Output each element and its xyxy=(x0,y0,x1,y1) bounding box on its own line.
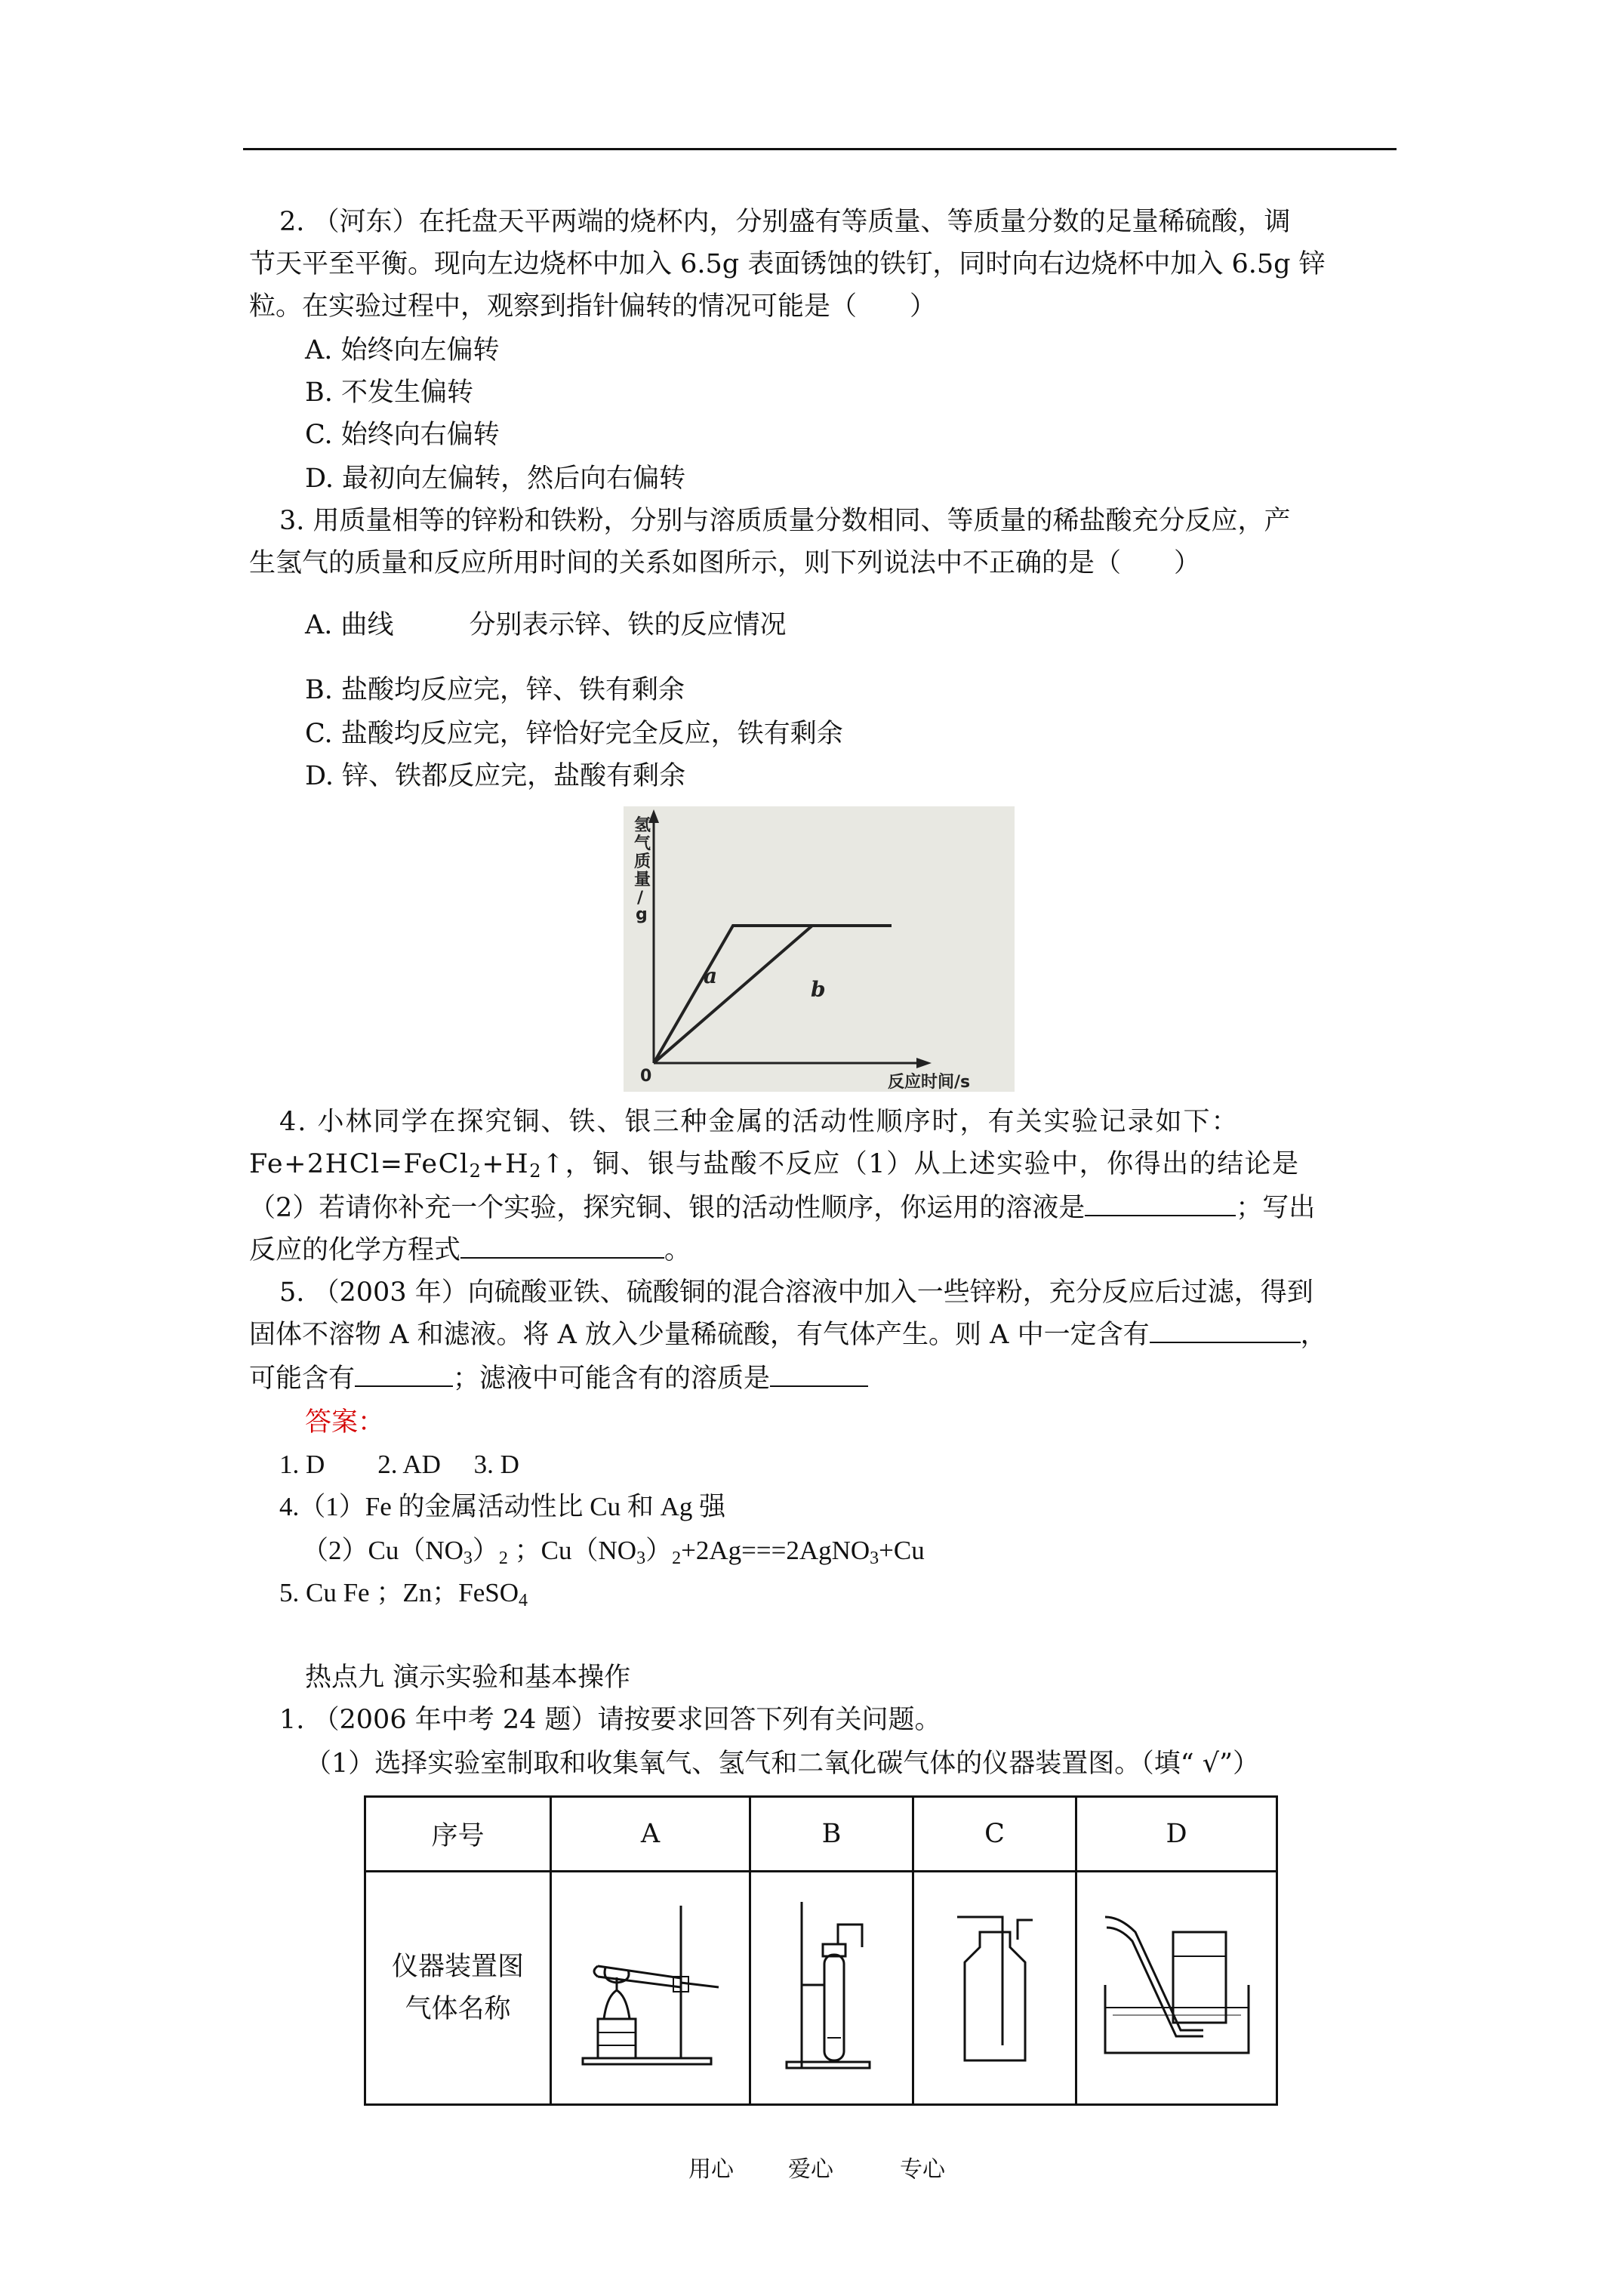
q4-line-3-tail: ；写出 xyxy=(1236,1193,1316,1223)
answers-line-3 xyxy=(302,1534,925,1575)
q3-option-a-prefix: A. 曲线 xyxy=(305,610,394,640)
row-label-apparatus: 仪器装置图 xyxy=(391,1952,524,1982)
q4-equation-part-1: Fe+2HCl=FeCl xyxy=(249,1149,470,1179)
footer-item-1: 用心 xyxy=(688,2156,734,2183)
q4-line-4-tail: 。 xyxy=(664,1235,691,1265)
header-serial: 序号 xyxy=(365,1797,551,1872)
q4-blank-equation[interactable] xyxy=(460,1234,664,1259)
q2-option-c: C. 始终向右偏转 xyxy=(305,420,500,450)
q5-blank-may-contain[interactable] xyxy=(355,1363,453,1387)
q2-option-b: B. 不发生偏转 xyxy=(305,378,473,408)
q2-line-2: 节天平至平衡。现向左边烧杯中加入 6.5g 表面锈蚀的铁钉，同时向右边烧杯中加入 6.5g 锌 xyxy=(249,249,1326,279)
ans3-part-f: +Cu xyxy=(879,1536,925,1565)
gas-bottle-icon xyxy=(942,1902,1048,2068)
test-tube-stand-icon xyxy=(771,1894,892,2076)
series-layer xyxy=(654,926,892,1063)
q4-line-4 xyxy=(249,1234,691,1267)
reaction-graph-figure xyxy=(624,806,1015,1092)
ans4-sub: 4 xyxy=(518,1591,528,1610)
q5-line-3-mid: ；滤液中可能含有的溶质是 xyxy=(453,1364,771,1394)
cell-a[interactable] xyxy=(551,1872,750,2105)
ans3-part-c: ；Cu（NO xyxy=(514,1536,637,1565)
q3-option-c: C. 盐酸均反应完，锌恰好完全反应，铁有剩余 xyxy=(305,719,843,749)
q5-line-1: 5. （2003 年）向硫酸亚铁、硫酸铜的混合溶液中加入一些锌粉，充分反应后过滤，得到 xyxy=(279,1277,1313,1308)
q2-option-d: D. 最初向左偏转，然后向右偏转 xyxy=(305,464,686,494)
q5-line-2-tail: ， xyxy=(1300,1320,1327,1350)
q3-option-a-suffix: 分别表示锌、铁的反应情况 xyxy=(469,610,787,640)
q3-line-1: 3. 用质量相等的锌粉和铁粉，分别与溶质质量分数相同、等质量的稀盐酸充分反应，产 xyxy=(279,506,1291,536)
q2-line-1: 2. （河东）在托盘天平两端的烧杯内，分别盛有等质量、等质量分数的足量稀硫酸，调 xyxy=(279,207,1291,237)
answers-line-2: 4.（1）Fe 的金属活动性比 Cu 和 Ag 强 xyxy=(279,1492,726,1521)
ans3-part-b: ） xyxy=(472,1536,499,1565)
q4-line-3 xyxy=(249,1191,1315,1225)
y-label-char-1: 氢 xyxy=(634,816,651,835)
q4-equation-sub-1: 2 xyxy=(469,1160,482,1182)
ans3-sub-2: 2 xyxy=(498,1549,508,1568)
series-line-b xyxy=(654,926,892,1063)
q5-line-2-text: 固体不溶物 A 和滤液。将 A 放入少量稀硫酸，有气体产生。则 A 中一定含有 xyxy=(249,1320,1150,1350)
ans3-sub-5: 3 xyxy=(870,1549,879,1568)
ans4-part-a: 5. Cu Fe ；Zn；FeSO xyxy=(279,1578,519,1607)
y-label-char-2: 气 xyxy=(634,834,651,853)
y-label-char-6: g xyxy=(636,905,648,924)
row-label-cell xyxy=(365,1872,551,2105)
q3-option-d: D. 锌、铁都反应完，盐酸有剩余 xyxy=(305,761,686,791)
header-a: A xyxy=(551,1797,750,1872)
footer-item-2: 爱心 xyxy=(788,2156,833,2183)
header-b: B xyxy=(750,1797,913,1872)
answers-title: 答案： xyxy=(305,1407,385,1438)
row-label-gas: 气体名称 xyxy=(405,1994,511,2024)
q4-blank-solution[interactable] xyxy=(1085,1192,1236,1216)
q3-option-a xyxy=(305,609,787,642)
q3-option-b: B. 盐酸均反应完，锌、铁有剩余 xyxy=(305,675,685,705)
ans3-sub-1: 3 xyxy=(463,1549,473,1568)
table-apparatus-row xyxy=(365,1872,1277,2105)
q5-line-2 xyxy=(249,1318,1327,1351)
q4-equation-part-3: ↑，铜、银与盐酸不反应（1）从上述实验中，你得出的结论是 xyxy=(541,1149,1300,1179)
q4-line-1: 4. 小林同学在探究铜、铁、银三种金属的活动性顺序时，有关实验记录如下： xyxy=(279,1107,1240,1137)
footer-item-3: 专心 xyxy=(900,2156,945,2183)
heating-apparatus-icon xyxy=(568,1898,734,2072)
answers-line-1: 1. D 2. AD 3. D xyxy=(279,1450,519,1479)
apparatus-table xyxy=(364,1795,1278,2106)
cell-c[interactable] xyxy=(913,1872,1076,2105)
q4-equation-sub-2: 2 xyxy=(529,1160,542,1182)
ans3-sub-4: 2 xyxy=(672,1549,682,1568)
y-label-char-3: 质 xyxy=(634,852,651,871)
answers-line-4 xyxy=(279,1576,528,1617)
hot9-question-1: 1. （2006 年中考 24 题）请按要求回答下列有关问题。 xyxy=(279,1705,941,1735)
series-line-a xyxy=(654,926,892,1063)
q2-line-3: 粒。在实验过程中，观察到指针偏转的情况可能是（ ） xyxy=(249,291,937,322)
curve-b-label: b xyxy=(811,977,826,1002)
q2-option-a: A. 始终向左偏转 xyxy=(305,335,500,365)
table-header-row xyxy=(365,1797,1277,1872)
hot9-question-1-sub: （1）选择实验室制取和收集氧气、氢气和二氧化碳气体的仪器装置图。（填“ √”） xyxy=(305,1749,1259,1779)
curve-a-label: a xyxy=(704,963,718,988)
origin-label: 0 xyxy=(640,1067,652,1086)
ans3-part-d: ） xyxy=(645,1536,673,1565)
ans3-part-a: （2）Cu（NO xyxy=(302,1536,463,1565)
reaction-graph xyxy=(624,806,1015,1092)
q4-line-2 xyxy=(249,1148,1300,1188)
ans3-sub-3: 3 xyxy=(636,1549,646,1568)
q4-equation-part-2: +H xyxy=(482,1149,530,1179)
q5-line-3 xyxy=(249,1362,868,1395)
q5-line-3-text: 可能含有 xyxy=(249,1364,356,1394)
header-c: C xyxy=(913,1797,1076,1872)
y-label-char-5: / xyxy=(637,889,644,908)
header-rule xyxy=(243,148,1397,150)
x-axis-arrow xyxy=(916,1058,932,1068)
q3-line-2: 生氢气的质量和反应所用时间的关系如图所示，则下列说法中不正确的是（ ） xyxy=(249,548,1201,578)
q5-blank-contains[interactable] xyxy=(1150,1319,1301,1343)
x-axis-label: 反应时间/s xyxy=(888,1073,971,1092)
q5-blank-solute[interactable] xyxy=(770,1363,868,1387)
ans3-part-e: +2Ag===2AgNO xyxy=(681,1536,870,1565)
q4-line-4-text: 反应的化学方程式 xyxy=(249,1235,461,1265)
y-label-char-4: 量 xyxy=(634,871,651,889)
cell-d[interactable] xyxy=(1076,1872,1277,2105)
cell-b[interactable] xyxy=(750,1872,913,2105)
hot9-title: 热点九 演示实验和基本操作 xyxy=(305,1663,631,1693)
water-trough-icon xyxy=(1090,1902,1264,2068)
header-d: D xyxy=(1076,1797,1277,1872)
q4-line-3-text: （2）若请你补充一个实验，探究铜、银的活动性顺序，你运用的溶液是 xyxy=(249,1193,1086,1223)
